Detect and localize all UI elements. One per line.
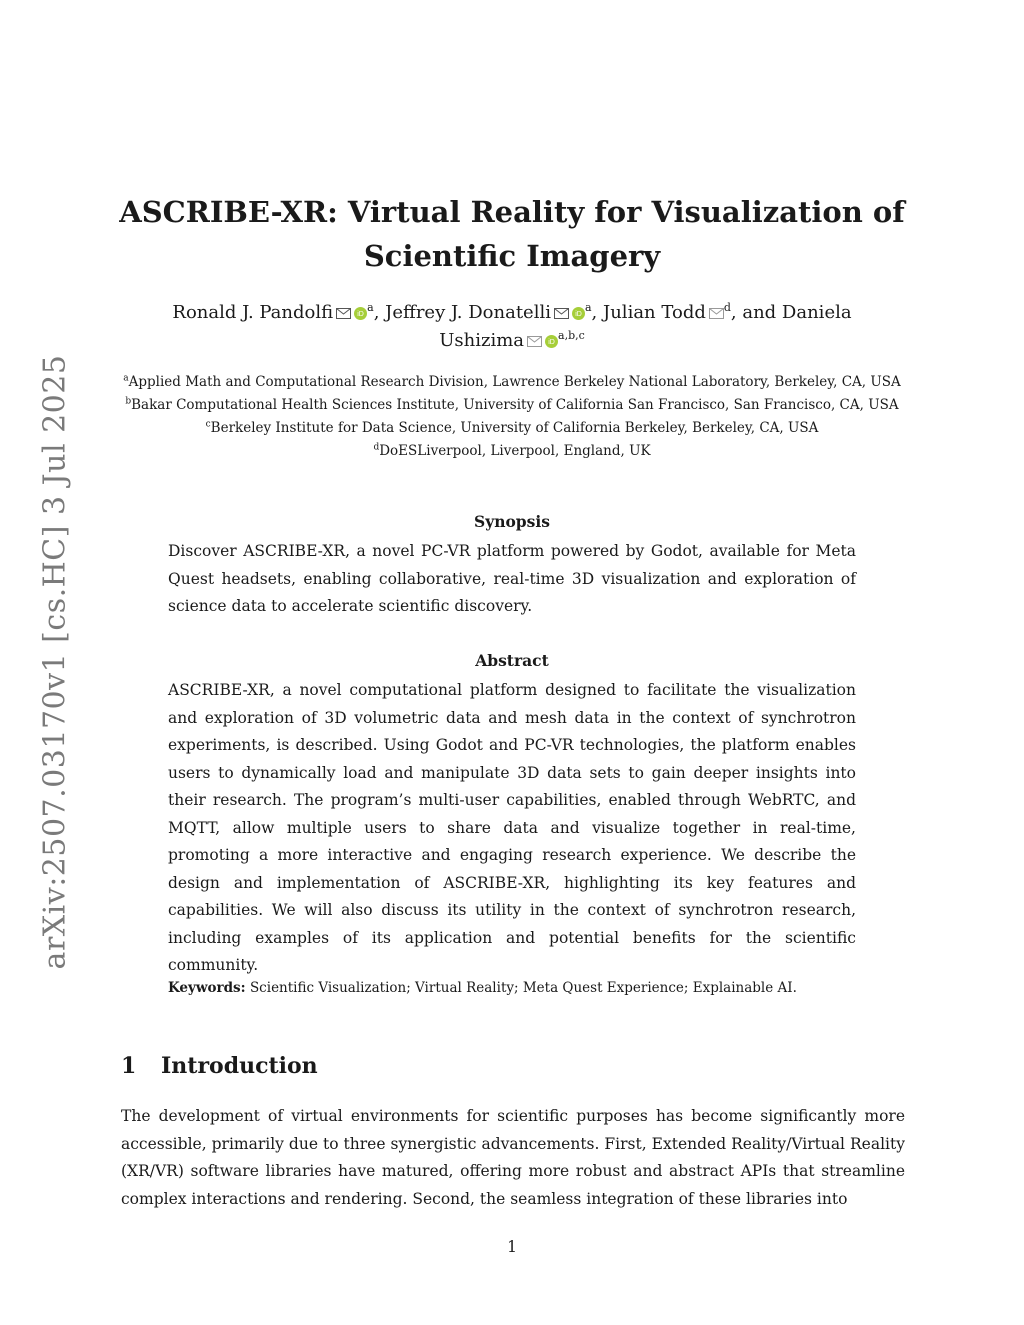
author-name: Ushizima <box>439 330 525 351</box>
paper-title <box>0 190 1024 278</box>
affiliation-b: $^b$Bakar Computational Health Sciences Institute, University of California San Francisco, San Francisco, CA, USA <box>125 396 899 413</box>
author-donatelli: Jeffrey J. Donatelli iD $^a$, <box>385 301 603 323</box>
mail-icon[interactable] <box>709 308 724 319</box>
affiliation-marker: d <box>723 301 731 314</box>
affiliation-marker: a <box>367 301 374 314</box>
section-title: Introduction <box>161 1053 318 1079</box>
author-prefix: and Daniela <box>742 302 852 323</box>
page-number: 1 <box>507 1238 517 1256</box>
author-ushizima <box>439 330 585 351</box>
synopsis-heading: Synopsis <box>474 512 550 531</box>
mail-icon[interactable] <box>554 308 569 319</box>
section-heading-introduction <box>121 1053 318 1079</box>
orcid-icon[interactable] <box>354 307 367 320</box>
affiliation-d: $^d$DoESLiverpool, Liverpool, England, UK <box>373 442 651 459</box>
abstract-heading: Abstract <box>475 651 549 670</box>
keywords-label: Keywords: <box>168 980 246 996</box>
author-name: Ronald J. Pandolfi <box>172 302 334 323</box>
affiliation-marker: a,b,c <box>558 329 585 342</box>
orcid-icon[interactable] <box>572 307 585 320</box>
abstract-text: ASCRIBE-XR, a novel computational platform designed to facilitate the visualization and exploration of 3D volumetric data and mesh data in the context of synchrotron experiments, is described. Using Godot and PC-VR technologies, the platform enables users to dynamically load and manipulate 3D data sets to gain deeper insights into their research. The program’s multi-user capabilities, enabled through WebRTC, and MQTT, allow multiple users to share data and visualize together in real-time, promoting a more interactive and engaging research experience. We describe the design and implementation of ASCRIBE-XR, highlighting its key features and capabilities. We will also discuss its utility in the context of synchrotron research, including examples of its application and potential benefits for the scientific community. <box>168 681 856 974</box>
orcid-icon[interactable] <box>545 335 558 348</box>
author-todd: Julian Todd $^d$, <box>603 301 743 323</box>
title-line-2: Scientific Imagery <box>363 239 661 273</box>
section-number: 1 <box>121 1053 137 1079</box>
keywords-text: Scientific Visualization; Virtual Reality; Meta Quest Experience; Explainable AI. <box>249 980 797 996</box>
introduction-text: The development of virtual environments for scientific purposes has become significantly more accessible, primarily due to three synergistic advancements. First, Extended Reality/Virtual Reality (XR/VR) software libraries have matured, offering more robust and abstract APIs that streamline complex interactions and rendering. Second, the seamless integration of these libraries into <box>121 1107 905 1208</box>
svg-text:iD: iD <box>548 339 555 347</box>
keywords <box>168 980 868 996</box>
svg-text:iD: iD <box>575 311 582 319</box>
arxiv-identifier-stamp: arXiv:2507.03170v1 [cs.HC] 3 Jul 2025 <box>37 354 73 970</box>
affiliation-marker: a <box>584 301 592 314</box>
synopsis-text: Discover ASCRIBE-XR, a novel PC-VR platform powered by Godot, available for Meta Quest headsets, enabling collaborative, real-time 3D visualization and exploration of science data to accelerate scientific discovery. <box>168 542 856 615</box>
mail-icon[interactable] <box>336 308 351 319</box>
affiliation-a: $^a$Applied Math and Computational Research Division, Lawrence Berkeley National Laboratory, Berkeley, CA, USA <box>123 373 901 390</box>
affiliation-list <box>100 371 924 463</box>
author-pandolfi: Ronald J. Pandolfi iD $^a$, <box>172 301 386 323</box>
svg-text:iD: iD <box>357 311 364 319</box>
author-list <box>150 299 874 355</box>
mail-icon[interactable] <box>527 336 542 347</box>
title-line-1: ASCRIBE-XR: Virtual Reality for Visualization of <box>119 195 905 229</box>
author-name: Jeffrey J. Donatelli <box>385 302 551 323</box>
affiliation-c: $^c$Berkeley Institute for Data Science, University of California Berkeley, Berkeley, CA, USA <box>205 419 819 436</box>
author-name: Julian Todd <box>603 302 706 323</box>
